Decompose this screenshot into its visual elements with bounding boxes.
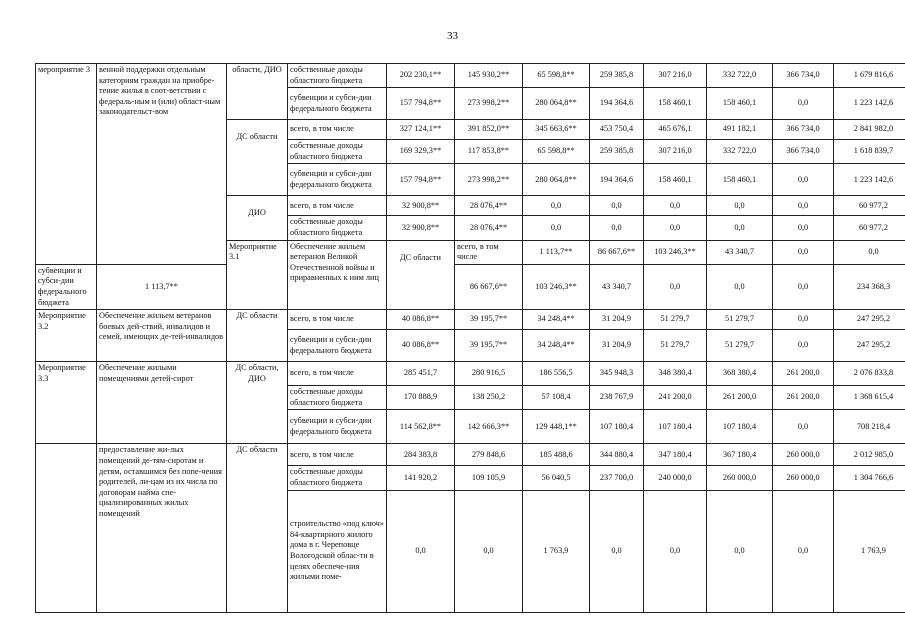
amount-cell: 259 385,8 bbox=[590, 140, 644, 164]
amount-cell: 34 248,4** bbox=[523, 330, 590, 362]
amount-cell: 32 900,8** bbox=[387, 216, 455, 240]
amount-cell: 0,0 bbox=[773, 410, 834, 444]
funding-source-cell: субвенции и субси-дии федерального бюджета bbox=[288, 330, 387, 362]
amount-cell: 107 180,4 bbox=[707, 410, 773, 444]
amount-cell: 708 218,4 bbox=[834, 410, 905, 444]
amount-cell: 0,0 bbox=[773, 88, 834, 120]
amount-cell: 0,0 bbox=[644, 196, 707, 216]
activity-code-cell bbox=[36, 444, 97, 612]
amount-cell: 185 488,6 bbox=[523, 444, 590, 466]
amount-cell: 86 667,6** bbox=[455, 264, 523, 309]
amount-cell: 0,0 bbox=[387, 490, 455, 612]
amount-cell: 241 200,0 bbox=[644, 386, 707, 410]
amount-cell: 51 279,7 bbox=[707, 310, 773, 330]
table-row bbox=[36, 64, 905, 88]
amount-cell: 247 295,2 bbox=[834, 330, 905, 362]
amount-cell: 109 105,9 bbox=[455, 466, 523, 490]
activity-code-cell: Мероприятие 3.2 bbox=[36, 310, 97, 362]
funding-source-cell: субвенции и субси-дии федерального бюджета bbox=[288, 164, 387, 196]
amount-cell: 285 451,7 bbox=[387, 362, 455, 386]
amount-cell: 0,0 bbox=[590, 196, 644, 216]
amount-cell: 107 180,4 bbox=[644, 410, 707, 444]
amount-cell: 0,0 bbox=[773, 216, 834, 240]
funding-source-cell: всего, в том числе bbox=[288, 362, 387, 386]
amount-cell: 39 195,7** bbox=[455, 330, 523, 362]
amount-cell: 279 848,6 bbox=[455, 444, 523, 466]
amount-cell: 261 200,0 bbox=[773, 386, 834, 410]
amount-cell: 40 086,8** bbox=[387, 330, 455, 362]
amount-cell: 170 888,9 bbox=[387, 386, 455, 410]
amount-cell: 57 108,4 bbox=[523, 386, 590, 410]
activity-name-cell: предоставление жи-лых помещений де-тям-сиротам и детям, оставшимся без попе-чения родителей, ли-цам из их числа по договорам найма спе-циализированных жилых помещений bbox=[97, 444, 227, 612]
funding-source-cell: строительство «под ключ» 84-квартирного жилого дома в г. Череповце Вологодской облас-ти в целях обеспече-ния жилыми поме- bbox=[288, 490, 387, 612]
funding-source-cell: всего, в том числе bbox=[288, 196, 387, 216]
amount-cell: 194 364,6 bbox=[590, 88, 644, 120]
amount-cell: 194 364,6 bbox=[590, 164, 644, 196]
amount-cell: 32 900,8** bbox=[387, 196, 455, 216]
amount-cell: 202 230,1** bbox=[387, 64, 455, 88]
amount-cell: 1 113,7** bbox=[523, 240, 590, 264]
activity-name-cell: венной поддержки отдельным категориям граждан на приобре-тение жилья в соот-ветствии с федераль-ным и (или) област-ным законодательст-вом bbox=[97, 64, 227, 265]
amount-cell: 28 076,4** bbox=[455, 196, 523, 216]
amount-cell: 142 666,3** bbox=[455, 410, 523, 444]
funding-source-cell: субвенции и субси-дии федерального бюджета bbox=[36, 264, 97, 309]
amount-cell: 103 246,3** bbox=[523, 264, 590, 309]
amount-cell: 0,0 bbox=[590, 490, 644, 612]
amount-cell: 158 460,1 bbox=[644, 88, 707, 120]
amount-cell: 1 113,7** bbox=[97, 264, 227, 309]
amount-cell: 0,0 bbox=[707, 216, 773, 240]
amount-cell: 1 763,9 bbox=[834, 490, 905, 612]
table-row bbox=[36, 264, 905, 309]
amount-cell: 114 562,8** bbox=[387, 410, 455, 444]
amount-cell: 237 700,0 bbox=[590, 466, 644, 490]
amount-cell: 368 380,4 bbox=[707, 362, 773, 386]
amount-cell: 332 722,0 bbox=[707, 64, 773, 88]
amount-cell: 2 076 833,8 bbox=[834, 362, 905, 386]
amount-cell: 157 794,8** bbox=[387, 164, 455, 196]
budget-table bbox=[35, 63, 905, 613]
activity-name-cell: Обеспечение жильем ветеранов боевых дей-ствий, инвалидов и семей, имеющих де-тей-инвалидов bbox=[97, 310, 227, 362]
amount-cell: 1 763,9 bbox=[523, 490, 590, 612]
table-row bbox=[36, 310, 905, 330]
funding-source-cell: всего, в том числе bbox=[288, 310, 387, 330]
amount-cell: 145 930,2** bbox=[455, 64, 523, 88]
amount-cell: 129 448,1** bbox=[523, 410, 590, 444]
amount-cell: 465 676,1 bbox=[644, 120, 707, 140]
funding-source-cell: собственные доходы областного бюджета bbox=[288, 64, 387, 88]
amount-cell: 157 794,8** bbox=[387, 88, 455, 120]
amount-cell: 51 279,7 bbox=[707, 330, 773, 362]
amount-cell: 273 998,2** bbox=[455, 164, 523, 196]
amount-cell: 260 000,0 bbox=[773, 444, 834, 466]
amount-cell: 40 086,8** bbox=[387, 310, 455, 330]
activity-code-cell: Мероприятие 3.3 bbox=[36, 362, 97, 444]
funding-source-cell: субвенции и субси-дии федерального бюджета bbox=[288, 88, 387, 120]
amount-cell: 453 750,4 bbox=[590, 120, 644, 140]
funding-source-cell: собственные доходы областного бюджета bbox=[288, 466, 387, 490]
amount-cell: 0,0 bbox=[773, 490, 834, 612]
amount-cell: 1 223 142,6 bbox=[834, 164, 905, 196]
amount-cell: 0,0 bbox=[707, 264, 773, 309]
funding-source-cell: собственные доходы областного бюджета bbox=[288, 140, 387, 164]
amount-cell: 86 667,6** bbox=[590, 240, 644, 264]
amount-cell: 367 180,4 bbox=[707, 444, 773, 466]
amount-cell: 273 998,2** bbox=[455, 88, 523, 120]
amount-cell: 0,0 bbox=[773, 330, 834, 362]
executor-cell: ДС области bbox=[387, 240, 455, 310]
amount-cell: 0,0 bbox=[834, 240, 905, 264]
executor-cell: ДС области, ДИО bbox=[227, 362, 288, 444]
amount-cell: 0,0 bbox=[523, 216, 590, 240]
amount-cell: 31 204,9 bbox=[590, 330, 644, 362]
amount-cell: 65 598,8** bbox=[523, 64, 590, 88]
executor-cell: ДС области bbox=[227, 120, 288, 196]
funding-source-cell: субвенции и субси-дии федерального бюджета bbox=[288, 410, 387, 444]
amount-cell: 138 250,2 bbox=[455, 386, 523, 410]
executor-cell: ДС области bbox=[227, 310, 288, 362]
activity-name-cell: Обеспечение жильем ветеранов Великой Отечественной войны и приравненных к ним лиц bbox=[288, 240, 387, 310]
amount-cell: 0,0 bbox=[707, 490, 773, 612]
amount-cell: 332 722,0 bbox=[707, 140, 773, 164]
amount-cell: 0,0 bbox=[707, 196, 773, 216]
amount-cell: 117 853,8** bbox=[455, 140, 523, 164]
amount-cell: 307 216,0 bbox=[644, 64, 707, 88]
amount-cell: 43 340,7 bbox=[590, 264, 644, 309]
amount-cell: 0,0 bbox=[773, 310, 834, 330]
amount-cell: 60 977,2 bbox=[834, 196, 905, 216]
amount-cell: 345 663,6** bbox=[523, 120, 590, 140]
activity-code-cell: мероприятие 3 bbox=[36, 64, 97, 265]
amount-cell: 2 012 985,0 bbox=[834, 444, 905, 466]
amount-cell: 280 916,5 bbox=[455, 362, 523, 386]
amount-cell: 39 195,7** bbox=[455, 310, 523, 330]
table-body bbox=[36, 64, 905, 613]
amount-cell: 280 064,8** bbox=[523, 88, 590, 120]
executor-cell: области, ДИО bbox=[227, 64, 288, 120]
amount-cell: 391 852,0** bbox=[455, 120, 523, 140]
executor-cell: ДС области bbox=[227, 444, 288, 612]
amount-cell: 366 734,0 bbox=[773, 140, 834, 164]
funding-source-cell: собственные доходы областного бюджета bbox=[288, 216, 387, 240]
amount-cell: 284 383,8 bbox=[387, 444, 455, 466]
amount-cell: 280 064,8** bbox=[523, 164, 590, 196]
amount-cell: 238 767,9 bbox=[590, 386, 644, 410]
funding-source-cell: всего, в том числе bbox=[288, 120, 387, 140]
amount-cell: 34 248,4** bbox=[523, 310, 590, 330]
amount-cell: 307 216,0 bbox=[644, 140, 707, 164]
amount-cell: 28 076,4** bbox=[455, 216, 523, 240]
amount-cell: 348 380,4 bbox=[644, 362, 707, 386]
amount-cell: 0,0 bbox=[523, 196, 590, 216]
amount-cell: 1 368 615,4 bbox=[834, 386, 905, 410]
amount-cell: 0,0 bbox=[455, 490, 523, 612]
amount-cell: 259 385,8 bbox=[590, 64, 644, 88]
amount-cell: 1 618 839,7 bbox=[834, 140, 905, 164]
amount-cell: 240 000,0 bbox=[644, 466, 707, 490]
amount-cell: 491 182,1 bbox=[707, 120, 773, 140]
amount-cell: 158 460,1 bbox=[707, 88, 773, 120]
amount-cell: 261 200,0 bbox=[773, 362, 834, 386]
amount-cell: 56 040,5 bbox=[523, 466, 590, 490]
amount-cell: 103 246,3** bbox=[644, 240, 707, 264]
amount-cell: 234 368,3 bbox=[834, 264, 905, 309]
amount-cell: 65 598,8** bbox=[523, 140, 590, 164]
amount-cell: 260 000,0 bbox=[707, 466, 773, 490]
amount-cell: 347 180,4 bbox=[644, 444, 707, 466]
page-number: 33 bbox=[447, 30, 458, 42]
amount-cell: 158 460,1 bbox=[707, 164, 773, 196]
amount-cell: 107 180,4 bbox=[590, 410, 644, 444]
amount-cell: 0,0 bbox=[644, 490, 707, 612]
amount-cell: 141 920,2 bbox=[387, 466, 455, 490]
amount-cell: 247 295,2 bbox=[834, 310, 905, 330]
amount-cell: 1 304 766,6 bbox=[834, 466, 905, 490]
amount-cell: 51 279,7 bbox=[644, 310, 707, 330]
activity-code-cell: Мероприятие 3.1 bbox=[227, 240, 288, 310]
amount-cell: 0,0 bbox=[644, 264, 707, 309]
funding-source-cell: всего, в том числе bbox=[288, 444, 387, 466]
amount-cell: 366 734,0 bbox=[773, 120, 834, 140]
funding-source-cell: собственные доходы областного бюджета bbox=[288, 386, 387, 410]
amount-cell: 1 223 142,6 bbox=[834, 88, 905, 120]
amount-cell: 260 000,0 bbox=[773, 466, 834, 490]
amount-cell: 327 124,1** bbox=[387, 120, 455, 140]
amount-cell: 158 460,1 bbox=[644, 164, 707, 196]
table-row bbox=[36, 444, 905, 466]
amount-cell: 1 679 816,6 bbox=[834, 64, 905, 88]
amount-cell: 186 556,5 bbox=[523, 362, 590, 386]
amount-cell: 60 977,2 bbox=[834, 216, 905, 240]
activity-name-cell: Обеспечение жилыми помещениями детей-сирот bbox=[97, 362, 227, 444]
amount-cell: 0,0 bbox=[590, 216, 644, 240]
amount-cell: 2 841 982,0 bbox=[834, 120, 905, 140]
amount-cell: 0,0 bbox=[773, 264, 834, 309]
amount-cell: 261 200,0 bbox=[707, 386, 773, 410]
amount-cell: 31 204,9 bbox=[590, 310, 644, 330]
amount-cell: 345 948,3 bbox=[590, 362, 644, 386]
amount-cell: 51 279,7 bbox=[644, 330, 707, 362]
amount-cell: 0,0 bbox=[644, 216, 707, 240]
funding-source-cell: всего, в том числе bbox=[455, 240, 523, 264]
amount-cell: 0,0 bbox=[773, 164, 834, 196]
table-row bbox=[36, 362, 905, 386]
amount-cell: 366 734,0 bbox=[773, 64, 834, 88]
amount-cell: 0,0 bbox=[773, 196, 834, 216]
amount-cell: 169 329,3** bbox=[387, 140, 455, 164]
amount-cell: 0,0 bbox=[773, 240, 834, 264]
amount-cell: 43 340,7 bbox=[707, 240, 773, 264]
executor-cell: ДИО bbox=[227, 196, 288, 240]
amount-cell: 344 880,4 bbox=[590, 444, 644, 466]
